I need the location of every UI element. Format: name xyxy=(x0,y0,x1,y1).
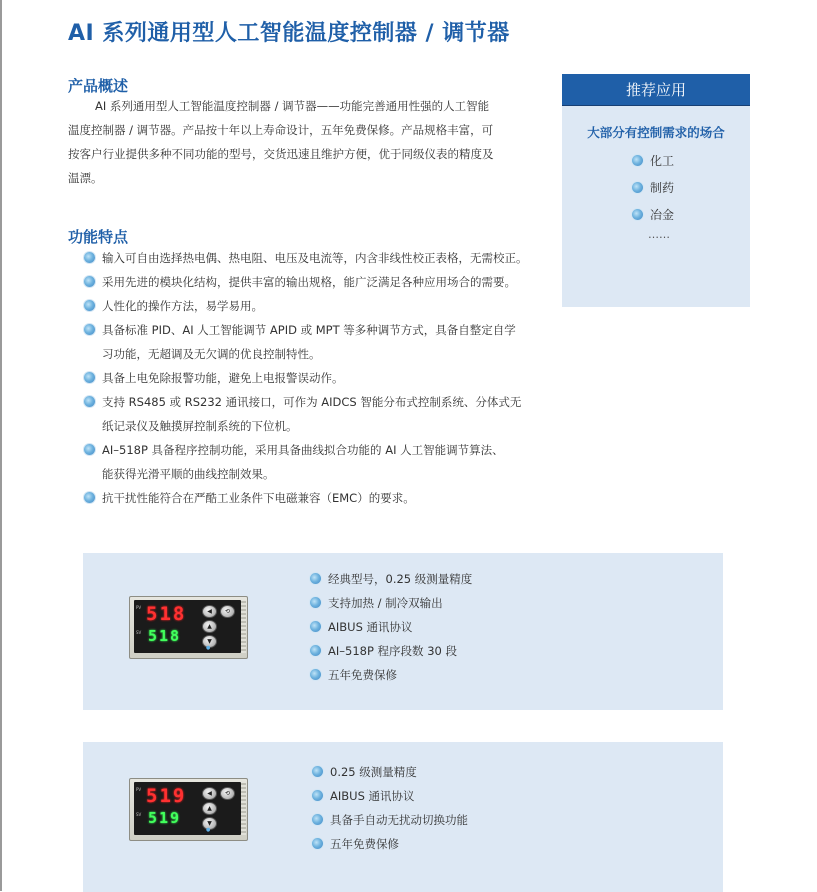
bullet-icon xyxy=(84,396,95,407)
feature-item: AI–518P 具备程序控制功能，采用具备曲线拟合功能的 AI 人工智能调节算法、 能获得光滑平顺的曲线控制效果。 xyxy=(84,438,544,486)
product-panel-519 xyxy=(83,742,723,892)
brand-logo: ● xyxy=(206,645,211,651)
product-panel-518 xyxy=(83,553,723,710)
controller-device-image xyxy=(129,596,248,659)
down-key-icon: ▼ xyxy=(202,817,217,830)
up-key-icon: ▲ xyxy=(202,620,217,633)
device-side-grille xyxy=(241,783,246,835)
bullet-icon xyxy=(632,155,643,166)
device-side-grille xyxy=(241,601,246,653)
product-feature: 支持加热 / 制冷双输出 xyxy=(310,591,472,615)
feature-item: 人性化的操作方法，易学易用。 xyxy=(84,294,544,318)
feature-item: 具备上电免除报警功能，避免上电报警误动作。 xyxy=(84,366,544,390)
recommended-applications-box xyxy=(562,74,750,307)
feature-item: 抗干扰性能符合在严酷工业条件下电磁兼容（EMC）的要求。 xyxy=(84,486,544,510)
bullet-icon xyxy=(312,766,323,777)
bullet-icon xyxy=(84,276,95,287)
bullet-icon xyxy=(84,372,95,383)
left-key-icon: ◀ xyxy=(202,787,217,800)
product-feature: 0.25 级测量精度 xyxy=(312,760,468,784)
bullet-icon xyxy=(310,645,321,656)
product-feature: AI–518P 程序段数 30 段 xyxy=(310,639,472,663)
bullet-icon xyxy=(632,209,643,220)
bullet-icon xyxy=(84,492,95,503)
features-heading: 功能特点 xyxy=(68,228,129,246)
bullet-icon xyxy=(310,597,321,608)
controller-device-image xyxy=(129,778,248,841)
product-feature: AIBUS 通讯协议 xyxy=(310,615,472,639)
left-key-icon: ◀ xyxy=(202,605,217,618)
overview-line: 温漂。 xyxy=(68,171,103,185)
feature-item: 具备标准 PID、AI 人工智能调节 APID 或 MPT 等多种调节方式，具备自整定自学 习功能，无超调及无欠调的优良控制特性。 xyxy=(84,318,544,366)
sv-display: 519 xyxy=(148,809,182,827)
bullet-icon xyxy=(632,182,643,193)
features-list xyxy=(84,246,544,510)
recommended-applications-heading: 推荐应用 xyxy=(562,74,750,106)
product-feature-list xyxy=(310,567,472,687)
page-margin-rule xyxy=(0,0,2,891)
product-feature: 具备手自动无扰动切换功能 xyxy=(312,808,468,832)
down-key-icon: ▼ xyxy=(202,635,217,648)
overview-line: 按客户行业提供多种不同功能的型号，交货迅速且维护方便，优于同级仪表的精度及 xyxy=(68,147,494,161)
product-feature: 经典型号，0.25 级测量精度 xyxy=(310,567,472,591)
setting-key-icon: ⟲ xyxy=(220,605,235,618)
product-feature: 五年免费保修 xyxy=(310,663,472,687)
brand-logo: ● xyxy=(206,827,211,833)
overview-heading: 产品概述 xyxy=(68,77,129,95)
bullet-icon xyxy=(312,838,323,849)
overview-line: 温度控制器 / 调节器。产品按十年以上寿命设计，五年免费保修。产品规格丰富，可 xyxy=(68,123,494,137)
bullet-icon xyxy=(310,573,321,584)
application-ellipsis: …… xyxy=(648,228,670,241)
bullet-icon xyxy=(84,324,95,335)
setting-key-icon: ⟲ xyxy=(220,787,235,800)
product-feature: AIBUS 通讯协议 xyxy=(312,784,468,808)
application-item: 冶金 xyxy=(632,205,750,232)
bullet-icon xyxy=(310,669,321,680)
bullet-icon xyxy=(310,621,321,632)
controller-faceplate: PV SV 518 518 ◀ ▲ ▼ ⟲ ● xyxy=(134,600,241,653)
bullet-icon xyxy=(312,790,323,801)
feature-item: 支持 RS485 或 RS232 通讯接口，可作为 AIDCS 智能分布式控制系统、分体式无 纸记录仪及触摸屏控制系统的下位机。 xyxy=(84,390,544,438)
feature-item: 输入可自由选择热电偶、热电阻、电压及电流等，内含非线性校正表格，无需校正。 xyxy=(84,246,544,270)
product-feature: 五年免费保修 xyxy=(312,832,468,856)
product-feature-list xyxy=(312,760,468,856)
controller-faceplate: PV SV 519 519 ◀ ▲ ▼ ⟲ ● xyxy=(134,782,241,835)
bullet-icon xyxy=(84,252,95,263)
application-list xyxy=(632,151,750,232)
feature-item: 采用先进的模块化结构，提供丰富的输出规格，能广泛满足各种应用场合的需要。 xyxy=(84,270,544,294)
pv-display: 519 xyxy=(146,785,187,807)
bullet-icon xyxy=(84,444,95,455)
application-item: 制药 xyxy=(632,178,750,205)
up-key-icon: ▲ xyxy=(202,802,217,815)
recommended-applications-subheading: 大部分有控制需求的场合 xyxy=(587,125,725,140)
pv-display: 518 xyxy=(146,603,187,625)
page-title: AI 系列通用型人工智能温度控制器 / 调节器 xyxy=(68,21,510,46)
overview-paragraph xyxy=(68,94,528,190)
bullet-icon xyxy=(312,814,323,825)
overview-line: AI 系列通用型人工智能温度控制器 / 调节器——功能完善通用性强的人工智能 xyxy=(95,99,490,113)
application-item: 化工 xyxy=(632,151,750,178)
bullet-icon xyxy=(84,300,95,311)
sv-display: 518 xyxy=(148,627,182,645)
